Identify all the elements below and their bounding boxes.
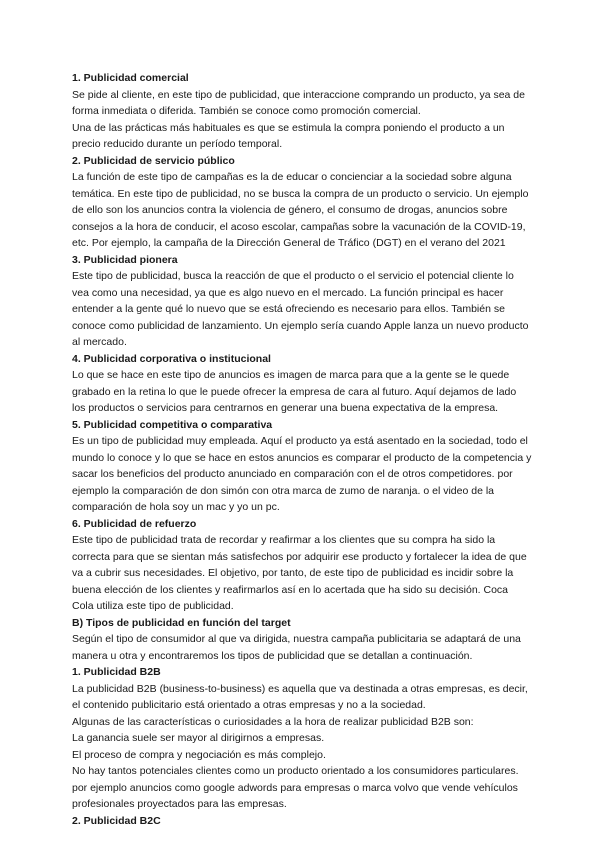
list-item-ganancia: La ganancia suele ser mayor al dirigirnos a empresas.: [72, 732, 325, 744]
paragraph-servicio-publico: La función de este tipo de campañas es la de educar o concienciar a la sociedad sobre alguna temática. En este tipo de publicidad, no se busca la compra de un producto o servicio. Un ejemplo de ello son los anuncios contra la violencia de género, el consumo de drogas, anuncios sobre consejos a la hora de conducir, el acoso escolar, campañas sobre la vacunación de la COVID-19, etc. Por ejemplo, la campaña de la Dirección General de Tráfico (DGT) en el verano del 2021: [72, 171, 529, 249]
section-heading-publicidad-pionera: 3. Publicidad pionera: [72, 253, 178, 266]
list-item-proceso-compra: El proceso de compra y negociación es más complejo.: [72, 748, 326, 761]
paragraph-b2b-caracteristicas: Algunas de las características o curiosidades a la hora de realizar publicidad B2B son:: [72, 715, 474, 728]
document-page: [72, 70, 532, 829]
paragraph-target: Según el tipo de consumidor al que va dirigida, nuestra campaña publicitaria se adaptará de una manera u otra y encontraremos los tipos de publicidad que se detallan a continuación.: [72, 633, 521, 662]
paragraph-publicidad-pionera: Este tipo de publicidad, busca la reacción de que el producto o el servicio el potencial cliente lo vea como una necesidad, ya que es algo nuevo en el mercado. La función principal es hacer entender a la gente qué lo nuevo que se está ofreciendo es necesario para ellos. También se conoce como publicidad de lanzamiento. Un ejemplo sería cuando Apple lanza un nuevo producto al mercado.: [72, 270, 529, 348]
section-heading-competitiva: 5. Publicidad competitiva o comparativa: [72, 418, 273, 431]
paragraph-refuerzo: Este tipo de publicidad trata de recordar y reafirmar a los clientes que su compra ha sido la correcta para que se sientan más satisfechos por adquirir ese producto y fortalecer la idea de que va a cubrir sus necesidades. El objetivo, por tanto, de este tipo de publicidad es incidir sobre la buena elección de los clientes y reafirmarlos así en lo acertada que ha sido su decisión. Coca Cola utiliza este tipo de publicidad.: [72, 534, 527, 612]
section-heading-corporativa: 4. Publicidad corporativa o institucional: [72, 352, 271, 365]
section-heading-refuerzo: 6. Publicidad de refuerzo: [72, 517, 197, 530]
paragraph-b2b-definition: La publicidad B2B (business-to-business) es aquella que va destinada a otras empresas, es decir, el contenido publicitario está orientado a otras empresas y no a la sociedad.: [72, 682, 528, 711]
section-heading-b2c: 2. Publicidad B2C: [72, 814, 161, 827]
list-item-potenciales-clientes: No hay tantos potenciales clientes como un producto orientado a los consumidores particulares. por ejemplo anuncios como google adwords para empresas o marca volvo que vende vehículos profesionales proyectados para las empresas.: [72, 765, 519, 810]
paragraph-competitiva: Es un tipo de publicidad muy empleada. Aquí el producto ya está asentado en la sociedad, todo el mundo lo conoce y lo que se hace en estos anuncios es comparar el producto de la competencia y sacar los beneficios del producto anunciado en comparación con el de otros competidores. por ejemplo la comparación de don simón con otra marca de zumo de naranja. o el video de la comparación de hola soy un mac y yo un pc.: [72, 435, 532, 513]
section-heading-b2b: 1. Publicidad B2B: [72, 666, 161, 678]
section-heading-servicio-publico: 2. Publicidad de servicio público: [72, 154, 235, 167]
paragraph-practicas-habituales: Una de las prácticas más habituales es que se estimula la compra poniendo el producto a un precio reducido durante un período temporal.: [72, 121, 505, 150]
paragraph-publicidad-comercial: Se pide al cliente, en este tipo de publicidad, que interaccione comprando un producto, ya sea de forma inmediata o diferida. También se conoce como promoción comercial.: [72, 88, 525, 117]
paragraph-corporativa: Lo que se hace en este tipo de anuncios es imagen de marca para que a la gente se le quede grabado en la retina lo que le puede ofrecer la empresa de cara al futuro. Aquí dejamos de lado los productos o servicios para centrarnos en generar una buena expectativa de la empresa.: [72, 369, 517, 414]
section-heading-target: B) Tipos de publicidad en función del target: [72, 616, 291, 629]
section-heading-publicidad-comercial: 1. Publicidad comercial: [72, 72, 189, 84]
